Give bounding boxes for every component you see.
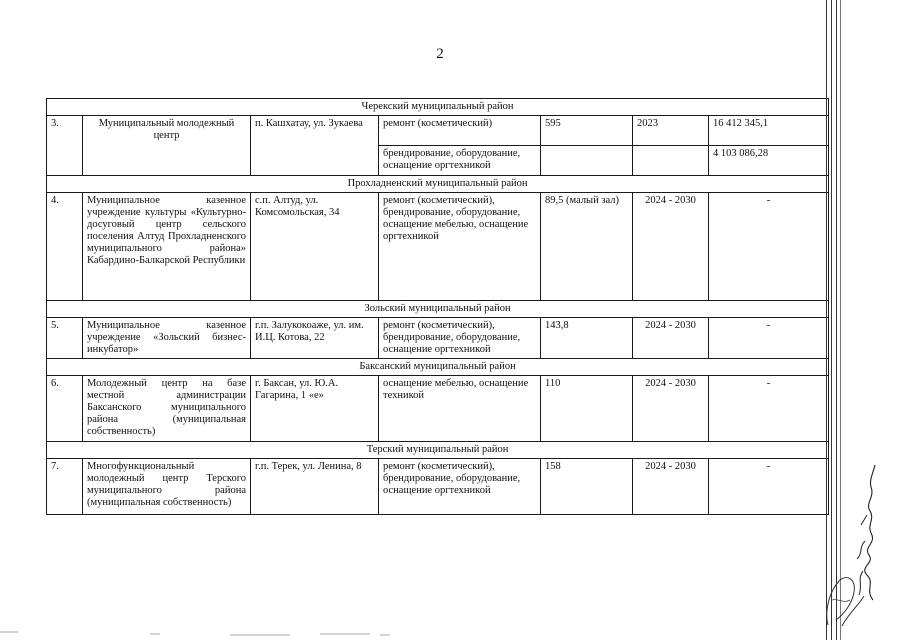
object-years: 2024 - 2030 <box>633 459 709 515</box>
object-amount: - <box>709 193 829 301</box>
object-address: г.п. Терек, ул. Ленина, 8 <box>251 459 379 515</box>
object-area: 143,8 <box>541 318 633 359</box>
works-list: оснащение мебелью, оснащение техникой <box>379 376 541 442</box>
object-name: Муниципальное казенное учреждение культуры «Культурно-досуговый центр сельского поселения Алтуд Прохладненского муниципального района» Кабардино-Балкарской Республики <box>83 193 251 301</box>
section-title: Прохладненский муниципальный район <box>47 176 829 193</box>
row-number: 3. <box>47 116 83 176</box>
works-list: ремонт (косметический), брендирование, оборудование, оснащение мебелью, оснащение оргтехникой <box>379 193 541 301</box>
section-title: Баксанский муниципальный район <box>47 359 829 376</box>
table-row <box>47 376 829 442</box>
section-row <box>47 442 829 459</box>
object-name: Муниципальный молодежный центр <box>83 116 251 176</box>
margin-line <box>836 0 837 640</box>
objects-table <box>46 98 829 515</box>
object-area: 595 <box>541 116 633 146</box>
page-number: 2 <box>436 46 444 62</box>
object-area: 89,5 (малый зал) <box>541 193 633 301</box>
object-years: 2024 - 2030 <box>633 318 709 359</box>
object-amount: 16 412 345,1 <box>709 116 829 146</box>
section-row <box>47 176 829 193</box>
scan-noise <box>0 628 905 640</box>
object-area: 110 <box>541 376 633 442</box>
object-years: 2024 - 2030 <box>633 376 709 442</box>
seal-icon <box>820 570 870 630</box>
margin-line <box>840 0 841 640</box>
object-name: Молодежный центр на базе местной администрации Баксанского муниципального района (муниципальная собственность) <box>83 376 251 442</box>
object-area <box>541 146 633 176</box>
object-amount: - <box>709 459 829 515</box>
works-list: брендирование, оборудование, оснащение оргтехникой <box>379 146 541 176</box>
section-title: Зольский муниципальный район <box>47 301 829 318</box>
section-title: Черекский муниципальный район <box>47 99 829 116</box>
object-address: п. Кашхатау, ул. Зукаева <box>251 116 379 176</box>
section-title: Терский муниципальный район <box>47 442 829 459</box>
section-row <box>47 301 829 318</box>
object-name: Многофункциональный молодежный центр Терского муниципального района (муниципальная собственность) <box>83 459 251 515</box>
object-years <box>633 146 709 176</box>
object-amount: 4 103 086,28 <box>709 146 829 176</box>
object-address: г.п. Залукокоаже, ул. им. И.Ц. Котова, 22 <box>251 318 379 359</box>
section-row <box>47 99 829 116</box>
object-years: 2024 - 2030 <box>633 193 709 301</box>
object-address: г. Баксан, ул. Ю.А. Гагарина, 1 «е» <box>251 376 379 442</box>
object-address: с.п. Алтуд, ул. Комсомольская, 34 <box>251 193 379 301</box>
table-row <box>47 318 829 359</box>
works-list: ремонт (косметический) <box>379 116 541 146</box>
row-number: 5. <box>47 318 83 359</box>
row-number: 4. <box>47 193 83 301</box>
row-number: 7. <box>47 459 83 515</box>
margin-line <box>826 0 827 640</box>
table-row <box>47 193 829 301</box>
object-amount: - <box>709 318 829 359</box>
works-list: ремонт (косметический), брендирование, оборудование, оснащение оргтехникой <box>379 459 541 515</box>
object-amount: - <box>709 376 829 442</box>
margin-line <box>831 0 832 640</box>
section-row <box>47 359 829 376</box>
works-list: ремонт (косметический), брендирование, оборудование, оснащение оргтехникой <box>379 318 541 359</box>
object-years: 2023 <box>633 116 709 146</box>
row-number: 6. <box>47 376 83 442</box>
table-row <box>47 116 829 146</box>
object-area: 158 <box>541 459 633 515</box>
object-name: Муниципальное казенное учреждение «Зольский бизнес-инкубатор» <box>83 318 251 359</box>
table-row <box>47 459 829 515</box>
